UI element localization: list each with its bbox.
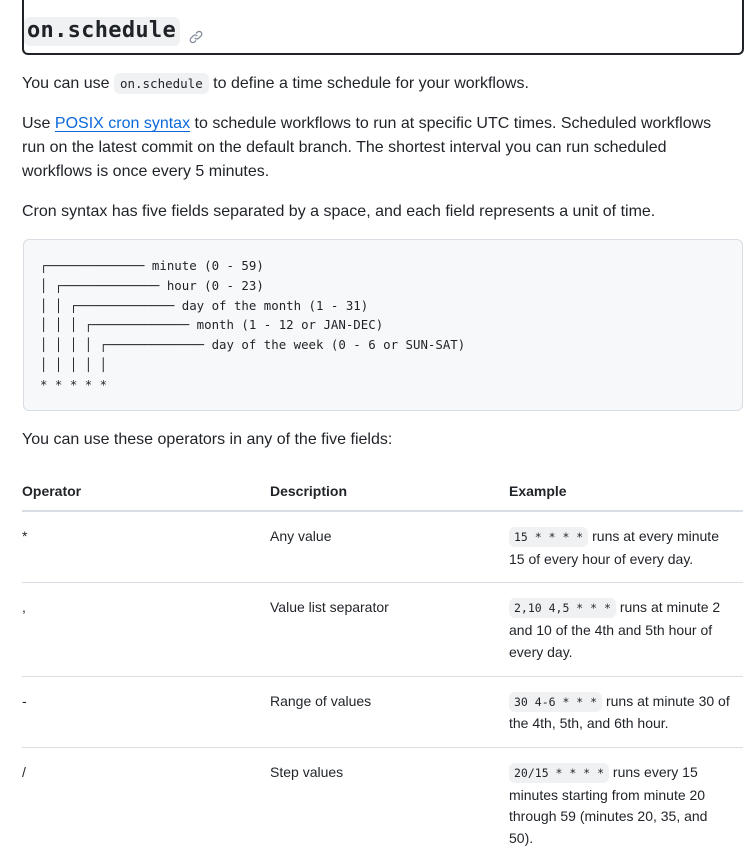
intro-text-after: to define a time schedule for your workflows.	[208, 75, 529, 92]
example-text: runs at every minute 15 of every hour of every day.	[509, 528, 719, 567]
operator-cell: *	[22, 511, 270, 583]
cron-diagram: ┌───────────── minute (0 - 59) │ ┌───────────── hour (0 - 23) │ │ ┌───────────── day of the month (1 - 31) │ │ │ ┌───────────── month (1 - 12 or JAN-DEC) │ │ │ │ ┌───────────── day of the week (0 - 6 or SUN-SAT) │ │ │ │ │ * * * * *	[40, 258, 466, 392]
operators-paragraph: You can use these operators in any of the five fields:	[22, 431, 393, 448]
posix-cron-syntax-link[interactable]: POSIX cron syntax	[54, 115, 191, 132]
operator-cell: -	[22, 676, 270, 747]
example-code: 20/15 * * * *	[509, 763, 609, 783]
posix-text-before: Use	[22, 115, 55, 132]
example-cell	[509, 511, 743, 583]
table-header-row	[22, 471, 743, 511]
intro-text-before: You can use	[22, 75, 114, 92]
example-cell	[509, 747, 743, 861]
description-cell: Any value	[270, 511, 509, 583]
table-row	[22, 676, 743, 747]
example-text: runs every 15 minutes starting from minute 20 through 59 (minutes 20, 35, and 50).	[509, 763, 708, 847]
description-cell: Step values	[270, 763, 344, 780]
heading-title: on.schedule	[24, 17, 180, 46]
posix-paragraph	[22, 112, 738, 184]
operator-cell: /	[22, 763, 26, 780]
posix-text-after: to schedule workflows to run at specific UTC times. Scheduled workflows run on the latest commit on the default branch. The shortest interval you can run scheduled workflows is once every 5 minutes.	[22, 115, 712, 180]
example-code: 30 4-6 * * *	[509, 692, 602, 712]
table-row	[22, 583, 743, 676]
description-cell: Value list separator	[270, 583, 509, 676]
example-cell	[509, 583, 743, 676]
inline-code-on-schedule: on.schedule	[114, 73, 209, 94]
intro-paragraph	[22, 72, 738, 96]
example-text: runs at minute 2 and 10 of the 4th and 5th hour of every day.	[509, 599, 721, 660]
example-code: 15 * * * *	[509, 527, 588, 547]
table-row	[22, 511, 743, 583]
cron-fields-paragraph: Cron syntax has five fields separated by a space, and each field represents a unit of time.	[22, 203, 656, 220]
operators-table	[22, 471, 743, 862]
header-operator: Operator	[22, 471, 270, 511]
description-cell: Range of values	[270, 676, 509, 747]
operator-cell: ,	[22, 583, 270, 676]
example-text: runs at minute 30 of the 4th, 5th, and 6th hour.	[509, 692, 730, 732]
table-row	[22, 747, 743, 861]
link-icon[interactable]	[188, 24, 204, 40]
cron-syntax-code-block	[23, 239, 743, 411]
header-example: Example	[509, 471, 743, 511]
example-cell	[509, 676, 743, 747]
header-description: Description	[270, 471, 509, 511]
section-heading	[24, 17, 204, 46]
example-code: 2,10 4,5 * * *	[509, 598, 616, 618]
